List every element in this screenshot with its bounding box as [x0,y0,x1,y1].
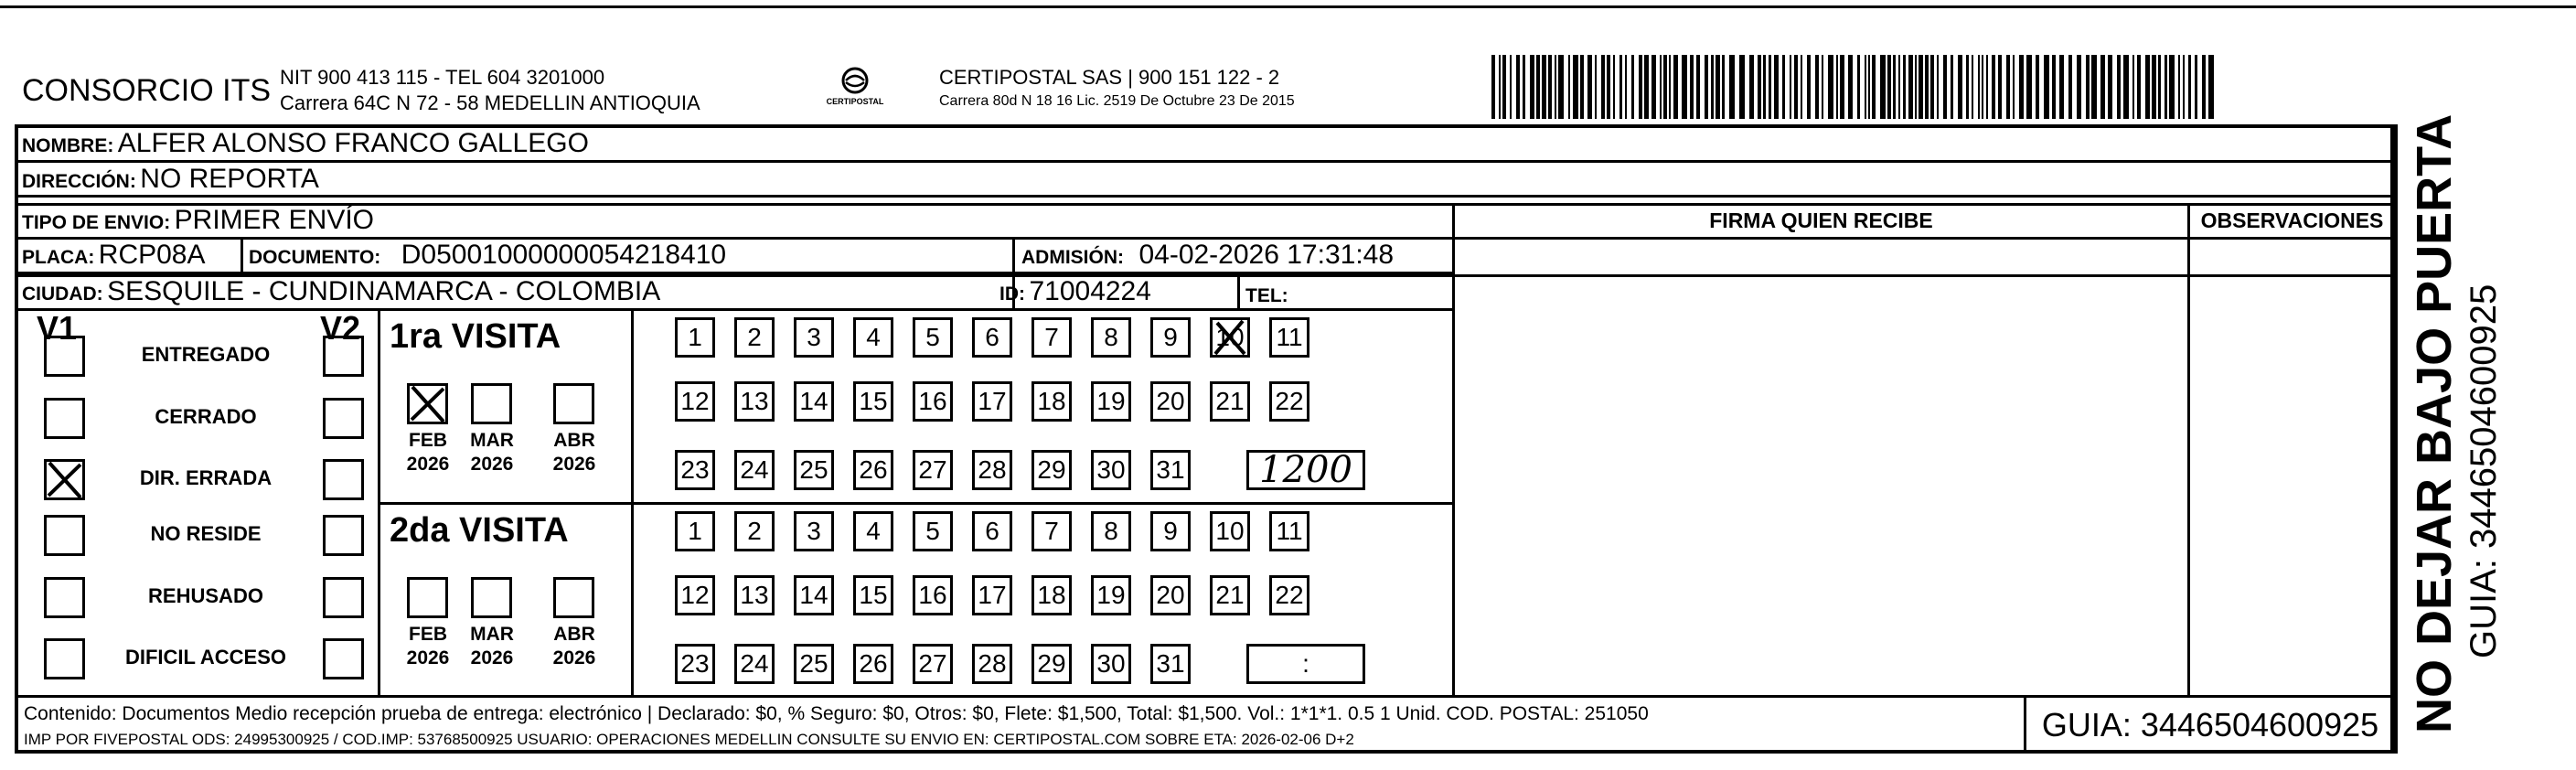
month-checkbox[interactable] [407,383,448,424]
month-label [542,429,606,476]
barcode-bar [1807,55,1811,119]
v2-label: V2 [320,309,361,347]
barcode-bar [1972,55,1973,119]
barcode-bar [1663,55,1667,119]
admision-row [1021,240,1394,271]
day-box[interactable]: 20 [1150,575,1191,615]
barcode-bar [1660,55,1662,119]
day-box[interactable]: 23 [675,450,715,490]
barcode-bar [1822,55,1823,119]
v1-checkbox[interactable] [44,398,85,439]
day-box[interactable]: 5 [913,511,953,551]
barcode-bar [1536,55,1540,119]
day-box[interactable]: 7 [1031,511,1072,551]
placa-label: PLACA: [22,247,95,268]
col-divider [2394,124,2398,754]
side-guia: GUIA: 3446504600925 [2464,283,2504,658]
barcode-bar [2019,55,2024,119]
logo-text: CERTIPOSTAL [826,97,884,106]
day-box[interactable]: 8 [1091,317,1131,358]
day-box[interactable]: 9 [1150,317,1191,358]
day-box[interactable]: 3 [794,511,834,551]
barcode-bar [1930,55,1934,119]
barcode-bar [1644,55,1649,119]
barcode-bar [1716,55,1720,119]
barcode-bar [2013,55,2015,119]
col-divider [1452,203,1455,695]
day-box[interactable]: 4 [853,317,893,358]
status-label: DIFICIL ACCESO [124,646,286,668]
day-box[interactable]: 22 [1269,575,1309,615]
barcode-bar [1828,55,1833,119]
barcode-bar [1749,55,1754,119]
documento-row [249,240,726,271]
row-divider [15,195,2394,198]
day-box[interactable]: 15 [853,575,893,615]
day-box[interactable]: 31 [1150,644,1191,684]
nombre-row [22,128,589,159]
barcode-bar [1769,55,1771,119]
day-box[interactable]: 26 [853,450,893,490]
barcode-bar [2068,55,2072,119]
month-year: 2026 [470,454,514,475]
observaciones-header: OBSERVACIONES [2200,209,2384,232]
barcode-bar [2052,55,2056,119]
month-year: 2026 [552,647,596,668]
col-divider [1237,274,1240,308]
day-box[interactable]: 1 [675,511,715,551]
day-box[interactable]: 17 [972,575,1012,615]
day-box[interactable]: 18 [1031,575,1072,615]
barcode-bar [1530,55,1534,119]
v2-checkbox[interactable] [323,577,364,618]
documento-value: D05001000000054218410 [401,240,727,270]
day-box[interactable]: 5 [913,317,953,358]
day-box[interactable]: 2 [734,511,775,551]
day-box[interactable]: 13 [734,381,775,422]
day-box[interactable]: 8 [1091,511,1131,551]
barcode-bar [1982,55,1983,119]
barcode-bar [1682,55,1687,119]
admision-label: ADMISIÓN: [1021,247,1124,268]
day-box[interactable]: 16 [913,575,953,615]
footer-imp: IMP POR FIVEPOSTAL ODS: 24995300925 / COD.IMP: 53768500925 USUARIO: OPERACIONES MEDELLIN CONSULTE SU ENVIO EN: CERTIPOSTAL.COM SOBRE ETA: 2026-02-06 D+2 [24,731,1354,748]
nombre-value: ALFER ALONSO FRANCO GALLEGO [117,128,589,158]
barcode-bar [1865,55,1866,119]
barcode-bar [2006,55,2010,119]
barcode-bar [2158,55,2161,119]
direccion-row [22,164,319,195]
barcode-bar [1548,55,1552,119]
day-box[interactable]: 28 [972,644,1012,684]
barcode-bar [2169,55,2175,119]
day-box[interactable]: 30 [1091,450,1131,490]
day-box[interactable]: 26 [853,644,893,684]
time-box[interactable]: 1200 [1246,450,1365,490]
month-checkbox[interactable] [471,577,512,618]
day-box[interactable]: 14 [794,381,834,422]
barcode-bar [1639,55,1642,119]
status-label: REHUSADO [148,584,263,607]
month-name: ABR [553,430,595,451]
tipo-row [22,205,374,236]
barcode-bar [1499,55,1501,119]
id-row [999,276,1151,307]
day-box[interactable]: 29 [1031,450,1072,490]
direccion-value: NO REPORTA [140,164,319,194]
v2-checkbox[interactable] [323,336,364,377]
status-label: DIR. ERRADA [139,466,273,489]
month-name: FEB [409,624,447,645]
barcode-bar [1568,55,1570,119]
month-name: FEB [409,430,447,451]
barcode-bar [1978,55,1980,119]
month-year: 2026 [552,454,596,475]
barcode-bar [2137,55,2141,119]
barcode-bar [1782,55,1785,119]
status-label: ENTREGADO [141,343,271,366]
day-box[interactable]: 24 [734,450,775,490]
barcode-bar [2059,55,2064,119]
v1-checkbox[interactable] [44,515,85,556]
day-box[interactable]: 7 [1031,317,1072,358]
day-box[interactable]: 16 [913,381,953,422]
time-box[interactable]: : [1246,644,1365,684]
firma-header: FIRMA QUIEN RECIBE [1709,209,1933,232]
barcode-bar [1607,55,1610,119]
day-box[interactable]: 27 [913,644,953,684]
company-address: Carrera 64C N 72 - 58 MEDELLIN ANTIOQUIA [280,91,700,114]
barcode-bar [1925,55,1929,119]
month-name: MAR [470,430,514,451]
barcode-bar [2044,55,2049,119]
barcode-bar [2026,55,2032,119]
day-box[interactable]: 11 [1269,511,1309,551]
month-year: 2026 [406,454,450,475]
barcode-bar [1491,55,1495,119]
barcode-bar [2195,55,2197,119]
barcode-bar [1763,55,1766,119]
status-label: CERRADO [155,405,257,428]
ciudad-label: CIUDAD: [22,283,103,305]
day-box[interactable]: 6 [972,317,1012,358]
barcode-bar [2086,55,2090,119]
barcode-bar [1840,55,1844,119]
barcode-bar [1613,55,1615,119]
barcode-bar [1555,55,1556,119]
day-box[interactable]: 18 [1031,381,1072,422]
side-warning: NO DEJAR BAJO PUERTA [2407,113,2462,733]
tipo-value: PRIMER ENVÍO [174,205,375,235]
barcode-bar [2208,55,2214,119]
barcode-bar [2188,55,2191,119]
footer-contenido: Contenido: Documentos Medio recepción prueba de entrega: electrónico | Declarado: $0, % Seguro: $0, Otros: $0, Flete: $1,500, Total: $1,500. Vol.: 1*1*1. 0.5 1 Unid. COD. POSTAL: 251050 [24,703,1649,724]
v1-checkbox[interactable] [44,638,85,679]
barcode-bar [1690,55,1694,119]
day-box[interactable]: 1 [675,317,715,358]
id-value: 71004224 [1029,276,1151,306]
month-name: ABR [553,624,595,645]
barcode-bar [1943,55,1947,119]
barcode-bar [1669,55,1671,119]
day-box[interactable]: 14 [794,575,834,615]
admision-value: 04-02-2026 17:31:48 [1138,240,1395,270]
v1-checkbox[interactable] [44,577,85,618]
barcode-bar [1696,55,1700,119]
barcode-bar [1898,55,1900,119]
barcode-bar [1836,55,1838,119]
barcode-bar [1619,55,1622,119]
barcode [1488,55,2219,119]
day-box[interactable]: 4 [853,511,893,551]
direccion-label: DIRECCIÓN: [22,171,136,192]
barcode-bar [1848,55,1853,119]
visit-title: 1ra VISITA [390,317,561,356]
tipo-label: TIPO DE ENVIO: [22,212,171,233]
row-divider [15,695,2394,698]
barcode-bar [1958,55,1962,119]
day-box[interactable]: 31 [1150,450,1191,490]
barcode-bar [1542,55,1546,119]
month-label [396,623,460,670]
barcode-bar [1880,55,1886,119]
day-box[interactable]: 25 [794,450,834,490]
barcode-bar [1794,55,1798,119]
barcode-bar [1915,55,1917,119]
barcode-bar [2100,55,2105,119]
barcode-bar [2036,55,2039,119]
month-checkbox[interactable] [553,383,594,424]
barcode-bar [1523,55,1525,119]
documento-label: DOCUMENTO: [249,247,381,268]
day-box[interactable]: 19 [1091,575,1131,615]
id-label: ID: [999,283,1025,305]
v2-checkbox[interactable] [323,459,364,500]
v1-label: V1 [37,309,78,347]
footer-guia: GUIA: 3446504600925 [2041,706,2379,743]
day-box[interactable]: 29 [1031,644,1072,684]
day-box[interactable]: 17 [972,381,1012,422]
barcode-bar [1651,55,1656,119]
nombre-label: NOMBRE: [22,135,114,156]
day-box[interactable] [1210,317,1250,358]
row-divider [15,308,1455,311]
ciudad-value: SESQUILE - CUNDINAMARCA - COLOMBIA [107,276,661,306]
day-box[interactable]: 15 [853,381,893,422]
barcode-bar [1510,55,1512,119]
barcode-bar [2077,55,2081,119]
day-box[interactable]: 3 [794,317,834,358]
visit-title: 2da VISITA [390,511,569,550]
day-box[interactable]: 22 [1269,381,1309,422]
tel-label: TEL: [1245,285,1288,306]
barcode-bar [1774,55,1779,119]
col-divider [2187,203,2190,695]
day-box[interactable]: 6 [972,511,1012,551]
month-checkbox[interactable] [553,577,594,618]
day-box[interactable]: 30 [1091,644,1131,684]
day-box[interactable]: 2 [734,317,775,358]
month-year: 2026 [406,647,450,668]
day-box[interactable]: 21 [1210,575,1250,615]
day-box[interactable]: 12 [675,381,715,422]
day-box[interactable]: 24 [734,644,775,684]
barcode-bar [2108,55,2112,119]
v1-checkbox[interactable] [44,459,85,500]
tel-row [1245,278,1288,309]
month-year: 2026 [470,647,514,668]
month-checkbox[interactable] [407,577,448,618]
barcode-bar [2183,55,2185,119]
status-label: NO RESIDE [150,522,262,545]
barcode-bar [2132,55,2134,119]
top-rule [0,5,2576,8]
month-label [460,623,524,670]
day-box[interactable]: 19 [1091,381,1131,422]
barcode-bar [1790,55,1791,119]
month-label [542,623,606,670]
row-divider [378,502,1455,505]
barcode-bar [1992,55,1995,119]
barcode-bar [1595,55,1597,119]
barcode-bar [1625,55,1627,119]
barcode-bar [1673,55,1678,119]
col-divider [240,237,243,274]
carrier-name: CERTIPOSTAL SAS | 900 151 122 - 2 [939,66,1280,89]
v2-checkbox[interactable] [323,398,364,439]
barcode-bar [1631,55,1634,119]
barcode-bar [1573,55,1578,119]
barcode-bar [1758,55,1761,119]
barcode-bar [1937,55,1939,119]
barcode-bar [2202,55,2206,119]
barcode-bar [1868,55,1870,119]
day-box[interactable]: 9 [1150,511,1191,551]
barcode-bar [1951,55,1953,119]
company-nit: NIT 900 413 115 - TEL 604 3201000 [280,66,605,89]
day-box[interactable]: 28 [972,450,1012,490]
barcode-bar [2091,55,2097,119]
barcode-bar [2145,55,2150,119]
barcode-bar [1919,55,1923,119]
month-label [460,429,524,476]
placa-row [22,240,206,271]
barcode-bar [2164,55,2167,119]
barcode-bar [1857,55,1860,119]
side-text [2405,113,2542,750]
barcode-bar [1815,55,1819,119]
barcode-bar [2117,55,2121,119]
company-name: CONSORCIO ITS [22,73,272,108]
barcode-bar [1903,55,1906,119]
barcode-bar [2178,55,2180,119]
barcode-bar [1729,55,1735,119]
day-box[interactable]: 12 [675,575,715,615]
month-name: MAR [470,624,514,645]
barcode-bar [1872,55,1876,119]
day-box[interactable]: 21 [1210,381,1250,422]
day-box[interactable]: 13 [734,575,775,615]
month-label [396,429,460,476]
barcode-bar [1558,55,1564,119]
day-box[interactable]: 10 [1210,511,1250,551]
barcode-bar [1908,55,1913,119]
row-divider [15,160,2394,163]
barcode-bar [1722,55,1725,119]
barcode-bar [1893,55,1896,119]
barcode-bar [1502,55,1506,119]
day-box[interactable]: 25 [794,644,834,684]
barcode-bar [1801,55,1802,119]
barcode-bar [1516,55,1520,119]
day-box[interactable]: 23 [675,644,715,684]
barcode-bar [2152,55,2156,119]
day-box[interactable]: 27 [913,450,953,490]
barcode-bar [1739,55,1745,119]
barcode-bar [1705,55,1708,119]
carrier-license: Carrera 80d N 18 16 Lic. 2519 De Octubre 23 De 2015 [939,93,1295,109]
barcode-bar [1998,55,2002,119]
barcode-bar [1580,55,1584,119]
certipostal-logo [818,66,892,112]
placa-value: RCP08A [98,240,206,270]
v2-checkbox[interactable] [323,515,364,556]
ciudad-row [22,276,660,307]
month-checkbox[interactable] [471,383,512,424]
day-box[interactable]: 20 [1150,381,1191,422]
barcode-bar [1711,55,1714,119]
barcode-bar [1587,55,1592,119]
barcode-bar [1887,55,1891,119]
v2-checkbox[interactable] [323,638,364,679]
barcode-bar [1601,55,1605,119]
v1-checkbox[interactable] [44,336,85,377]
barcode-bar [2123,55,2129,119]
barcode-bar [1966,55,1969,119]
day-box[interactable]: 11 [1269,317,1309,358]
barcode-bar [1986,55,1988,119]
day-number: 10 [1215,323,1245,351]
